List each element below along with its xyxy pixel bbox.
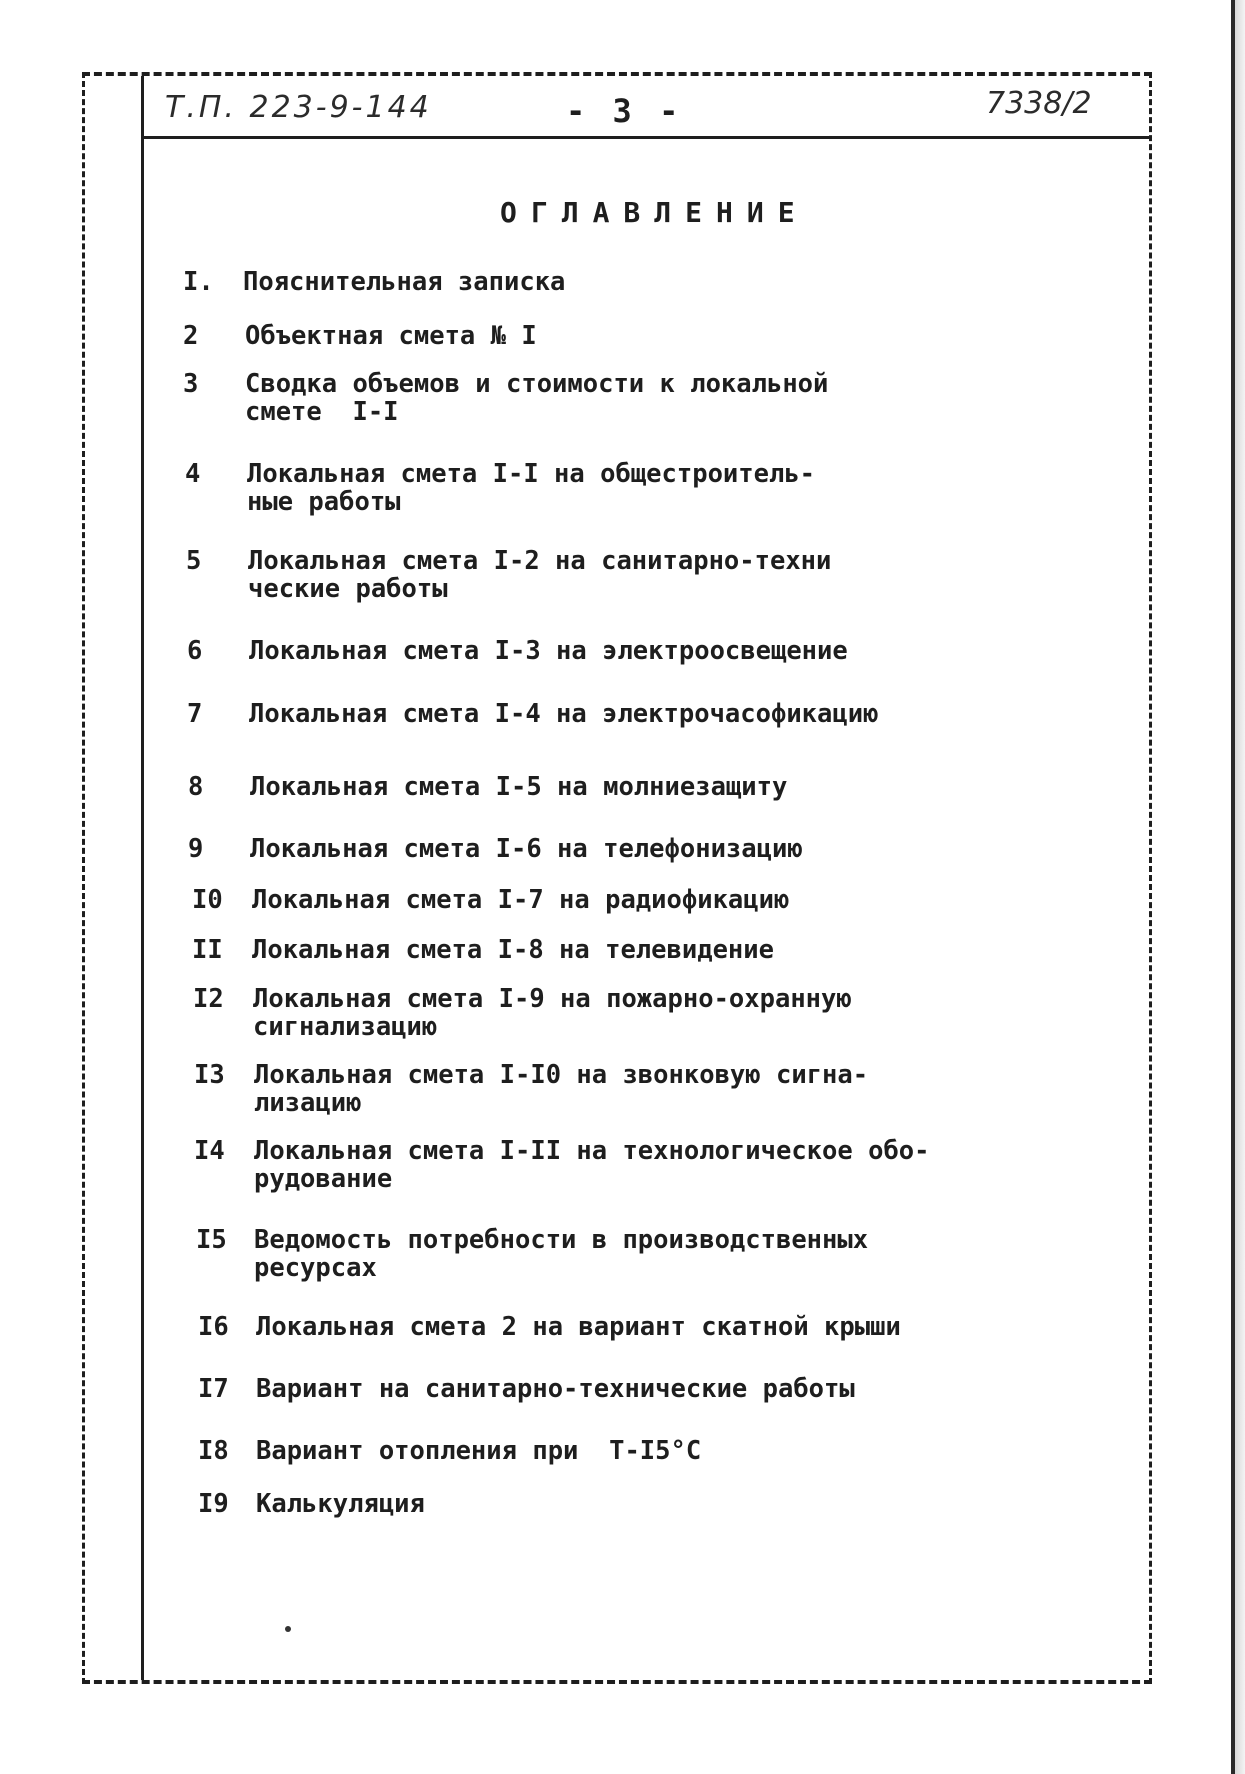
toc-item-text: Локальная смета I-2 на санитарно-техни ческие работы [248, 546, 832, 604]
header-rule [141, 136, 1151, 139]
toc-item-text: Локальная смета I-7 на радиофикацию [252, 885, 790, 915]
toc-item-number: 5 [186, 546, 202, 576]
toc-item-number: I0 [192, 885, 223, 915]
toc-item-number: I5 [196, 1225, 227, 1255]
toc-item-text: Локальная смета I-8 на телевидение [252, 935, 774, 965]
toc-item-number: 2 [183, 321, 199, 351]
toc-item-text: Локальная смета I-5 на молниезащиту [250, 772, 788, 802]
toc-item-text: Вариант отопления при T-I5°C [256, 1436, 702, 1466]
binding-margin-rule [141, 76, 144, 1680]
toc-item-text: Локальная смета I-6 на телефонизацию [250, 834, 803, 864]
toc-item-text: Локальная смета 2 на вариант скатной крыши [256, 1312, 901, 1342]
toc-item-text: Сводка объемов и стоимости к локальной смете I-I [245, 369, 829, 427]
ink-dot [285, 1626, 291, 1632]
toc-item-number: I6 [198, 1312, 229, 1342]
toc-item-text: Локальная смета I-4 на электрочасофикацию [249, 699, 879, 729]
toc-item-number: 3 [183, 369, 199, 399]
toc-item-number: I3 [194, 1060, 225, 1090]
toc-item-number: 9 [188, 834, 204, 864]
toc-item-text: Локальная смета I-3 на электроосвещение [249, 636, 848, 666]
toc-item-text: Локальная смета I-I на общестроитель- ные работы [247, 459, 816, 517]
toc-item-text: Ведомость потребности в производственных ресурсах [254, 1225, 869, 1283]
toc-item-text: Вариант на санитарно-технические работы [256, 1374, 855, 1404]
page-edge [1231, 0, 1235, 1774]
toc-item-text: Объектная смета № I [245, 321, 537, 351]
toc-item-text: Локальная смета I-II на технологическое обо- рудование [254, 1136, 930, 1194]
document-code: 7338/2 [986, 86, 1092, 121]
toc-item-number: I. [183, 267, 214, 297]
toc-item-text: Локальная смета I-I0 на звонковую сигна- лизацию [254, 1060, 869, 1118]
toc-item-number: II [192, 935, 223, 965]
document-designation: Т.П. 223-9-144 [165, 90, 432, 125]
toc-item-number: 4 [185, 459, 201, 489]
toc-title: ОГЛАВЛЕНИЕ [500, 196, 809, 229]
page-edge-shadow [1235, 0, 1245, 1774]
toc-item-number: I8 [198, 1436, 229, 1466]
toc-item-number: 8 [188, 772, 204, 802]
toc-item-number: I4 [194, 1136, 225, 1166]
toc-item-number: 6 [187, 636, 203, 666]
toc-item-text: Пояснительная записка [243, 267, 566, 297]
toc-item-number: 7 [187, 699, 203, 729]
toc-item-text: Калькуляция [256, 1489, 425, 1519]
toc-item-text: Локальная смета I-9 на пожарно-охранную сигнализацию [253, 984, 852, 1042]
page-number: - 3 - [566, 92, 683, 130]
toc-item-number: I2 [193, 984, 224, 1014]
toc-item-number: I7 [198, 1374, 229, 1404]
toc-item-number: I9 [198, 1489, 229, 1519]
